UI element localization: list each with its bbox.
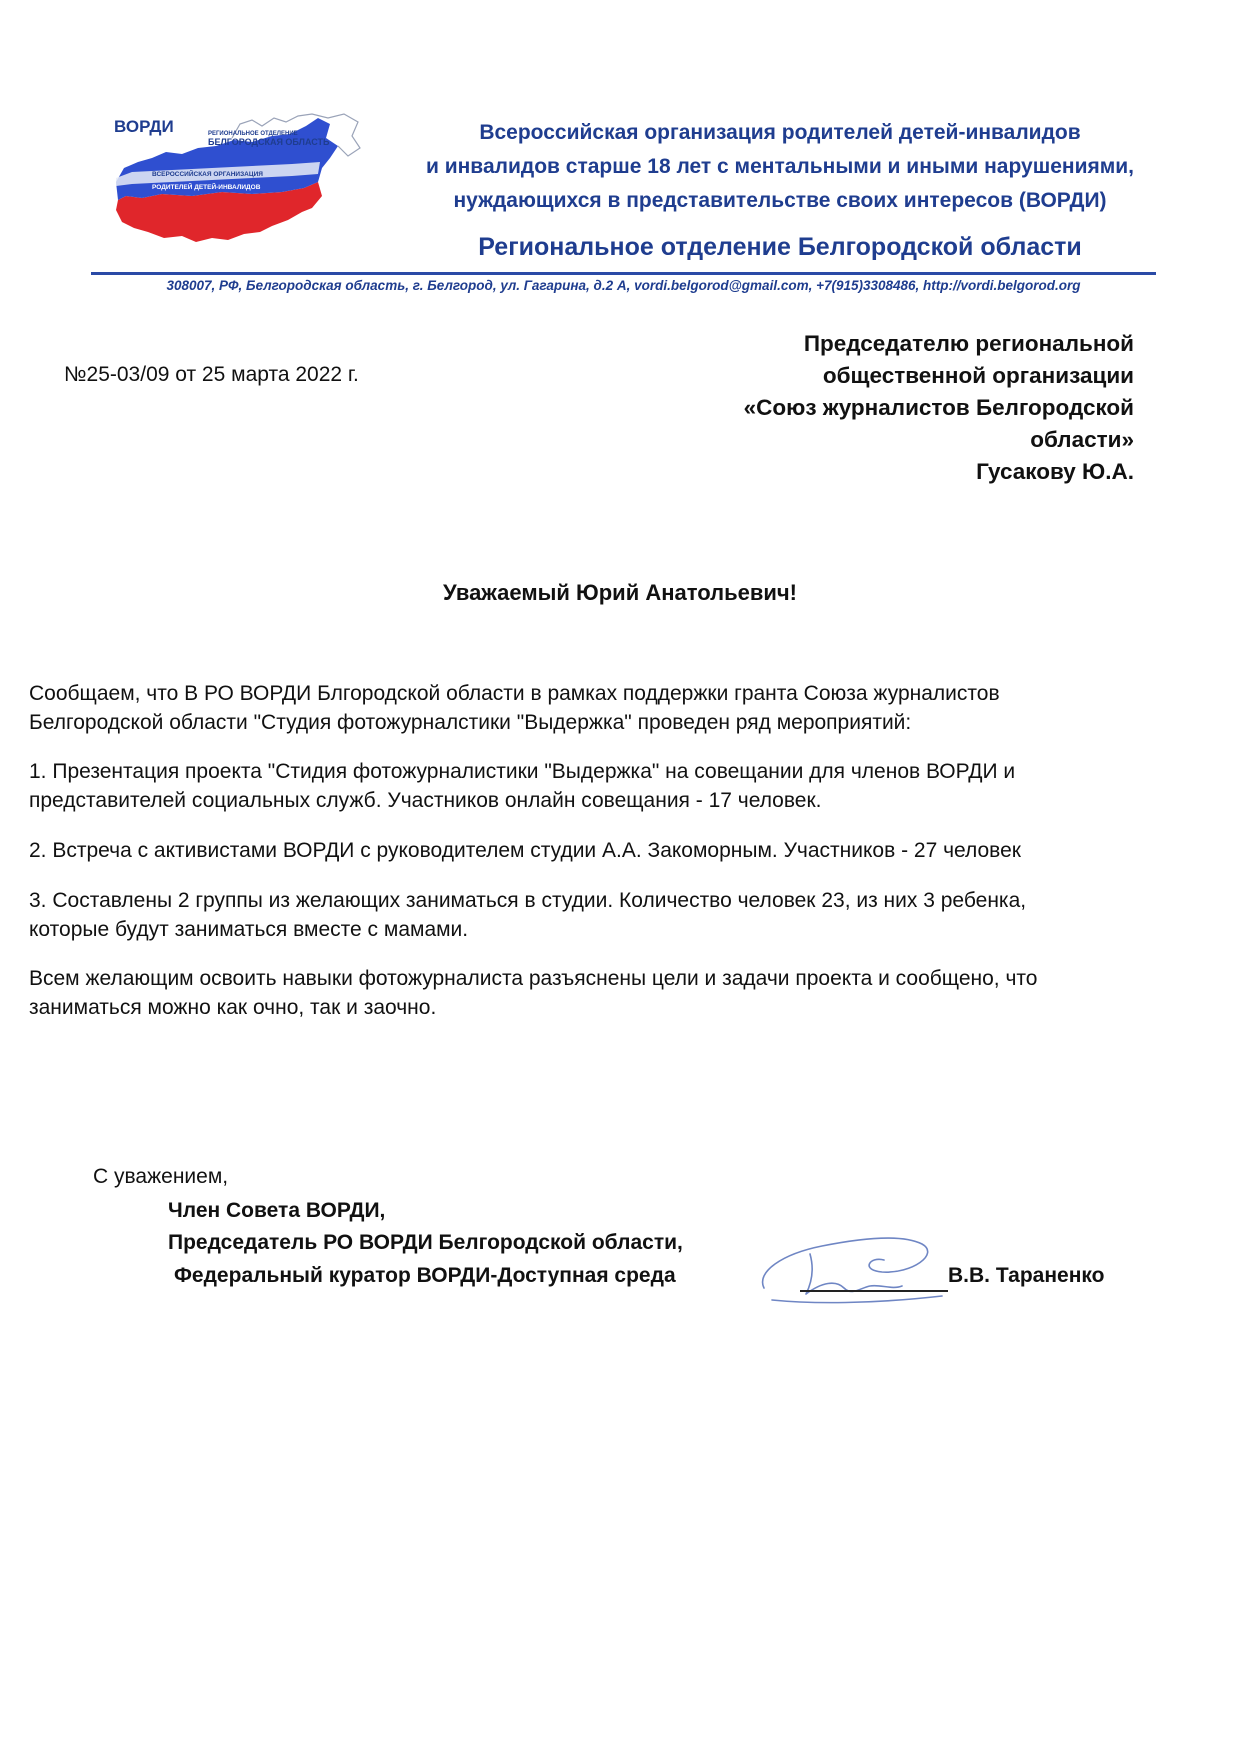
- body-line: которые будут заниматься вместе с мамами.: [29, 918, 469, 941]
- logo-subtitle-2: БЕЛГОРОДСКАЯ ОБЛАСТЬ: [208, 137, 330, 147]
- recipient-line: области»: [1030, 427, 1134, 452]
- body-line: заниматься можно как очно, так и заочно.: [29, 996, 437, 1019]
- logo-caption-1: ВСЕРОССИЙСКАЯ ОРГАНИЗАЦИЯ: [152, 171, 263, 178]
- body-line: Сообщаем, что В РО ВОРДИ Блгородской области в рамках поддержки гранта Союза журналистов: [29, 682, 1000, 705]
- signer-title-1: Член Совета ВОРДИ,: [168, 1199, 386, 1222]
- recipient-line: «Союз журналистов Белгородской: [743, 395, 1134, 420]
- body-item-3: [29, 886, 1209, 944]
- vordi-logo: [112, 112, 364, 254]
- org-address: 308007, РФ, Белгородская область, г. Белгород, ул. Гагарина, д.2 А, vordi.belgorod@gmail.com, +7(915)3308486, http://vordi.belgorod.org: [166, 278, 1081, 293]
- org-name-line-3: нуждающихся в представительстве своих интересов (ВОРДИ): [453, 189, 1107, 212]
- signer-title-2: Председатель РО ВОРДИ Белгородской области,: [168, 1231, 683, 1254]
- signer-name: В.В. Тараненко: [948, 1264, 1105, 1287]
- handwritten-signature: [752, 1220, 952, 1310]
- signer-title-3: Федеральный куратор ВОРДИ-Доступная среда: [174, 1264, 676, 1287]
- body-final: [29, 964, 1209, 1022]
- body-line: Всем желающим освоить навыки фотожурналиста разъяснены цели и задачи проекта и сообщено, что: [29, 967, 1038, 990]
- recipient-block: [640, 328, 1134, 488]
- body-item-2: [29, 836, 1209, 865]
- body-item-1: [29, 757, 1209, 815]
- signature-line: [800, 1290, 948, 1292]
- recipient-name: Гусакову Ю.А.: [976, 459, 1134, 484]
- org-name-line-1: Всероссийская организация родителей детей-инвалидов: [479, 121, 1081, 144]
- logo-caption-2: РОДИТЕЛЕЙ ДЕТЕЙ-ИНВАЛИДОВ: [152, 184, 261, 191]
- logo-subtitle-1: РЕГИОНАЛЬНОЕ ОТДЕЛЕНИЕ: [208, 131, 298, 137]
- outgoing-number: №25-03/09 от 25 марта 2022 г.: [64, 363, 359, 386]
- org-name-line-2: и инвалидов старше 18 лет с ментальными и иными нарушениями,: [425, 155, 1135, 178]
- recipient-line: Председателю региональной: [803, 331, 1134, 356]
- closing: С уважением,: [93, 1165, 229, 1188]
- body-line: 1. Презентация проекта "Стидия фотожурналистики "Выдержка" на совещании для членов ВОРДИ и: [29, 760, 1016, 783]
- salutation: Уважаемый Юрий Анатольевич!: [442, 580, 798, 605]
- body-line: 2. Встреча с активистами ВОРДИ с руководителем студии А.А. Закоморным. Участников - 27 человек: [29, 839, 1021, 862]
- header-divider: [91, 272, 1156, 275]
- signature-stroke: [763, 1238, 942, 1303]
- org-region: Региональное отделение Белгородской области: [478, 233, 1082, 261]
- body-line: 3. Составлены 2 группы из желающих заниматься в студии. Количество человек 23, из них 3 ребенка,: [29, 889, 1027, 912]
- body-line: Белгородской области "Студия фотожурналстики "Выдержка" проведен ряд мероприятий:: [29, 711, 912, 734]
- recipient-line: общественной организации: [822, 363, 1134, 388]
- body-line: представителей социальных служб. Участников онлайн совещания - 17 человек.: [29, 789, 822, 812]
- logo-title: ВОРДИ: [114, 117, 174, 136]
- body-intro: [29, 679, 1209, 737]
